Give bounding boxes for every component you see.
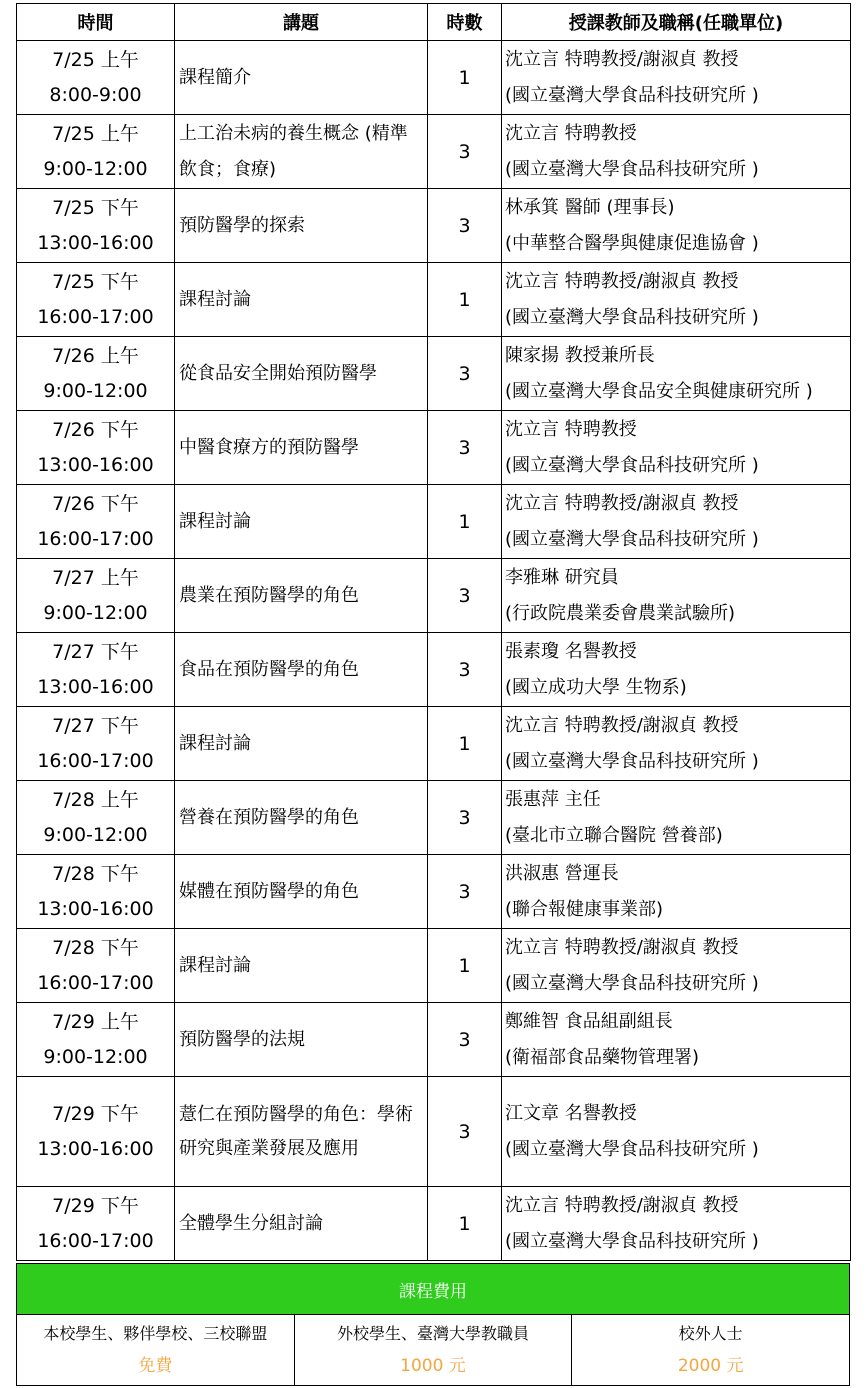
session-hours: 3 <box>428 337 502 411</box>
teacher-name: 沈立言 特聘教授/謝淑貞 教授 <box>505 492 739 514</box>
schedule-row <box>17 1077 851 1187</box>
session-hours: 1 <box>428 1187 502 1261</box>
session-teacher <box>502 115 851 189</box>
session-time <box>17 189 175 263</box>
session-time <box>17 1077 175 1187</box>
session-date: 7/25 下午 <box>52 270 139 293</box>
session-hours: 3 <box>428 1003 502 1077</box>
teacher-affiliation: (國立臺灣大學食品科技研究所 ) <box>505 306 759 328</box>
session-time <box>17 115 175 189</box>
session-time <box>17 485 175 559</box>
session-topic: 預防醫學的探索 <box>175 189 428 263</box>
session-teacher <box>502 559 851 633</box>
session-teacher <box>502 189 851 263</box>
teacher-name: 沈立言 特聘教授/謝淑貞 教授 <box>505 270 739 292</box>
teacher-name: 沈立言 特聘教授/謝淑貞 教授 <box>505 1194 739 1216</box>
teacher-affiliation: (國立臺灣大學食品科技研究所 ) <box>505 84 759 106</box>
teacher-name: 林承箕 醫師 (理事長) <box>505 196 675 218</box>
session-hours: 3 <box>428 559 502 633</box>
session-slot: 16:00-17:00 <box>37 305 154 328</box>
teacher-affiliation: (中華整合醫學與健康促進協會 ) <box>505 232 759 254</box>
fee-price: 2000 元 <box>677 1356 744 1376</box>
session-date: 7/29 下午 <box>52 1102 139 1125</box>
session-topic: 課程討論 <box>175 707 428 781</box>
teacher-affiliation: (國立成功大學 生物系) <box>505 676 687 698</box>
session-teacher <box>502 1003 851 1077</box>
schedule-row <box>17 781 851 855</box>
fee-tier-1 <box>294 1315 572 1386</box>
teacher-name: 沈立言 特聘教授 <box>505 418 637 440</box>
session-topic: 全體學生分組討論 <box>175 1187 428 1261</box>
session-topic: 食品在預防醫學的角色 <box>175 633 428 707</box>
session-slot: 9:00-12:00 <box>43 157 148 180</box>
course-fees-table <box>16 1263 850 1386</box>
session-teacher <box>502 263 851 337</box>
schedule-row <box>17 1187 851 1261</box>
session-date: 7/26 下午 <box>52 492 139 515</box>
schedule-row <box>17 115 851 189</box>
session-hours: 3 <box>428 781 502 855</box>
session-teacher <box>502 337 851 411</box>
session-date: 7/28 下午 <box>52 862 139 885</box>
session-teacher <box>502 1077 851 1187</box>
fee-label: 本校學生、夥伴學校、三校聯盟 <box>43 1324 268 1343</box>
session-time <box>17 411 175 485</box>
session-teacher <box>502 485 851 559</box>
teacher-affiliation: (國立臺灣大學食品科技研究所 ) <box>505 972 759 994</box>
session-topic: 薏仁在預防醫學的角色：學術研究與產業發展及應用 <box>175 1077 428 1187</box>
header-topic: 講題 <box>175 4 428 41</box>
session-hours: 3 <box>428 1077 502 1187</box>
session-topic: 營養在預防醫學的角色 <box>175 781 428 855</box>
session-teacher <box>502 781 851 855</box>
session-time <box>17 263 175 337</box>
session-date: 7/28 下午 <box>52 936 139 959</box>
session-slot: 13:00-16:00 <box>37 453 154 476</box>
session-date: 7/26 上午 <box>52 344 139 367</box>
teacher-name: 沈立言 特聘教授/謝淑貞 教授 <box>505 48 739 70</box>
teacher-affiliation: (國立臺灣大學食品科技研究所 ) <box>505 1230 759 1252</box>
session-teacher <box>502 633 851 707</box>
teacher-affiliation: (行政院農業委會農業試驗所) <box>505 602 736 624</box>
session-slot: 9:00-12:00 <box>43 379 148 402</box>
session-date: 7/25 上午 <box>52 122 139 145</box>
session-slot: 13:00-16:00 <box>37 231 154 254</box>
session-teacher <box>502 707 851 781</box>
teacher-name: 張素瓊 名譽教授 <box>505 640 637 662</box>
session-slot: 16:00-17:00 <box>37 971 154 994</box>
fee-tier-2 <box>572 1315 850 1386</box>
session-time <box>17 929 175 1003</box>
teacher-affiliation: (衛福部食品藥物管理署) <box>505 1046 700 1068</box>
schedule-row <box>17 485 851 559</box>
teacher-affiliation: (聯合報健康事業部) <box>505 898 664 920</box>
session-topic: 預防醫學的法規 <box>175 1003 428 1077</box>
teacher-name: 洪淑惠 營運長 <box>505 862 619 884</box>
session-teacher <box>502 929 851 1003</box>
session-teacher <box>502 41 851 115</box>
session-slot: 9:00-12:00 <box>43 1045 148 1068</box>
session-slot: 9:00-12:00 <box>43 601 148 624</box>
session-hours: 1 <box>428 263 502 337</box>
fee-price: 1000 元 <box>400 1356 466 1376</box>
session-topic: 媒體在預防醫學的角色 <box>175 855 428 929</box>
schedule-row <box>17 559 851 633</box>
header-time: 時間 <box>17 4 175 41</box>
session-topic: 課程討論 <box>175 263 428 337</box>
teacher-name: 沈立言 特聘教授 <box>505 122 637 144</box>
session-slot: 8:00-9:00 <box>49 83 142 106</box>
session-date: 7/29 下午 <box>52 1194 139 1217</box>
session-slot: 13:00-16:00 <box>37 1137 154 1160</box>
session-teacher <box>502 855 851 929</box>
schedule-row <box>17 411 851 485</box>
session-hours: 3 <box>428 855 502 929</box>
session-date: 7/27 下午 <box>52 714 139 737</box>
teacher-name: 鄭維智 食品組副組長 <box>505 1010 673 1032</box>
teacher-affiliation: (臺北市立聯合醫院 營養部) <box>505 824 723 846</box>
schedule-row <box>17 337 851 411</box>
session-topic: 農業在預防醫學的角色 <box>175 559 428 633</box>
session-time <box>17 559 175 633</box>
session-hours: 3 <box>428 633 502 707</box>
session-time <box>17 781 175 855</box>
session-slot: 16:00-17:00 <box>37 527 154 550</box>
teacher-name: 陳家揚 教授兼所長 <box>505 344 655 366</box>
session-time <box>17 337 175 411</box>
teacher-affiliation: (國立臺灣大學食品科技研究所 ) <box>505 750 759 772</box>
schedule-row <box>17 929 851 1003</box>
session-hours: 1 <box>428 929 502 1003</box>
session-date: 7/27 下午 <box>52 640 139 663</box>
session-time <box>17 633 175 707</box>
teacher-affiliation: (國立臺灣大學食品科技研究所 ) <box>505 1138 759 1160</box>
session-time <box>17 855 175 929</box>
session-date: 7/29 上午 <box>52 1010 139 1033</box>
teacher-name: 李雅琳 研究員 <box>505 566 619 588</box>
session-hours: 1 <box>428 41 502 115</box>
header-teacher: 授課教師及職稱(任職單位) <box>502 4 851 41</box>
session-teacher <box>502 1187 851 1261</box>
schedule-header-row <box>17 4 851 41</box>
session-topic: 課程討論 <box>175 485 428 559</box>
session-date: 7/28 上午 <box>52 788 139 811</box>
schedule-row <box>17 707 851 781</box>
schedule-row <box>17 633 851 707</box>
session-teacher <box>502 411 851 485</box>
teacher-affiliation: (國立臺灣大學食品科技研究所 ) <box>505 528 759 550</box>
schedule-row <box>17 189 851 263</box>
session-slot: 16:00-17:00 <box>37 749 154 772</box>
schedule-row <box>17 855 851 929</box>
session-date: 7/25 下午 <box>52 196 139 219</box>
fees-title: 課程費用 <box>17 1264 850 1315</box>
header-hours: 時數 <box>428 4 502 41</box>
teacher-name: 沈立言 特聘教授/謝淑貞 教授 <box>505 936 739 958</box>
session-slot: 9:00-12:00 <box>43 823 148 846</box>
session-time <box>17 1187 175 1261</box>
fee-price: 免費 <box>138 1356 173 1376</box>
schedule-row <box>17 263 851 337</box>
session-time <box>17 707 175 781</box>
session-time <box>17 1003 175 1077</box>
session-topic: 課程簡介 <box>175 41 428 115</box>
teacher-affiliation: (國立臺灣大學食品安全與健康研究所 ) <box>505 380 813 402</box>
course-schedule-table <box>16 3 851 1261</box>
teacher-name: 沈立言 特聘教授/謝淑貞 教授 <box>505 714 739 736</box>
session-hours: 1 <box>428 485 502 559</box>
teacher-affiliation: (國立臺灣大學食品科技研究所 ) <box>505 158 759 180</box>
session-topic: 從食品安全開始預防醫學 <box>175 337 428 411</box>
session-date: 7/26 下午 <box>52 418 139 441</box>
session-slot: 13:00-16:00 <box>37 897 154 920</box>
session-time <box>17 41 175 115</box>
fee-tier-0 <box>17 1315 295 1386</box>
session-slot: 16:00-17:00 <box>37 1229 154 1252</box>
schedule-row <box>17 41 851 115</box>
session-hours: 1 <box>428 707 502 781</box>
teacher-name: 江文章 名譽教授 <box>505 1102 637 1124</box>
fee-label: 校外人士 <box>678 1324 743 1343</box>
session-date: 7/27 上午 <box>52 566 139 589</box>
session-hours: 3 <box>428 115 502 189</box>
session-date: 7/25 上午 <box>52 48 139 71</box>
session-hours: 3 <box>428 411 502 485</box>
session-topic: 中醫食療方的預防醫學 <box>175 411 428 485</box>
teacher-name: 張惠萍 主任 <box>505 788 601 810</box>
session-hours: 3 <box>428 189 502 263</box>
session-slot: 13:00-16:00 <box>37 675 154 698</box>
fee-label: 外校學生、臺灣大學教職員 <box>336 1324 529 1343</box>
teacher-affiliation: (國立臺灣大學食品科技研究所 ) <box>505 454 759 476</box>
session-topic: 上工治未病的養生概念 (精準飲食；食療) <box>175 115 428 189</box>
session-topic: 課程討論 <box>175 929 428 1003</box>
schedule-row <box>17 1003 851 1077</box>
